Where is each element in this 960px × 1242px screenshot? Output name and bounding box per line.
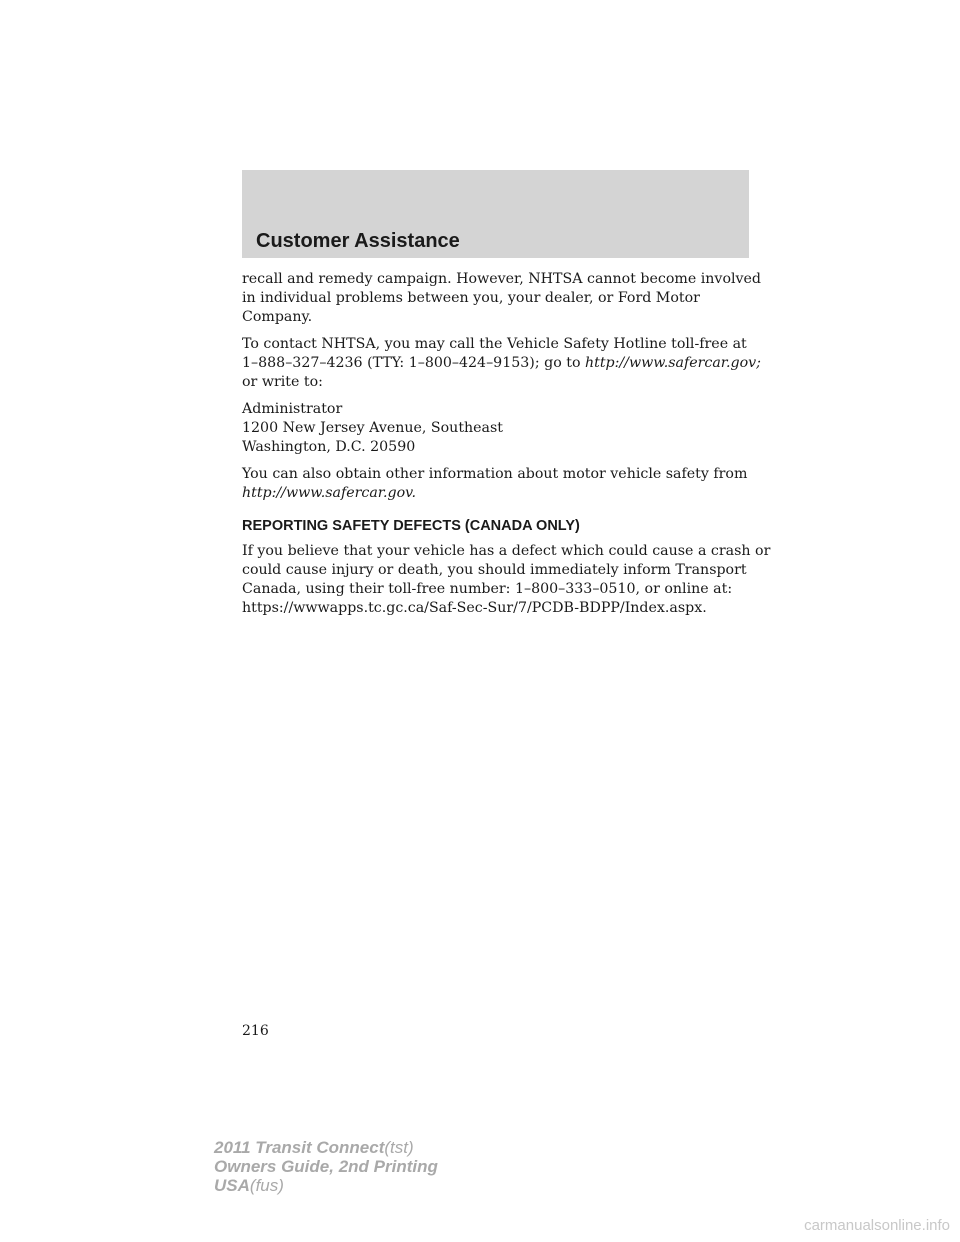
watermark: carmanualsonline.info (804, 1217, 950, 1234)
mailing-address (242, 400, 762, 457)
footer-market-code: (fus) (249, 1176, 284, 1195)
transport-canada-link[interactable]: https://wwwapps.tc.gc.ca/Saf-Sec-Sur/7/PCDB-BDPP/Index.aspx. (242, 600, 707, 616)
page-content (242, 270, 771, 626)
footer-line (214, 1138, 438, 1157)
footer-edition: Owners Guide, 2nd Printing (214, 1157, 438, 1176)
hotline-text: 1–888–327–4236 (TTY: 1–800–424–9153); go to (242, 355, 585, 371)
paragraph-recall (242, 270, 762, 327)
text-line: could cause injury or death, you should immediately inform Transport (242, 562, 747, 578)
paragraph-canada (242, 542, 771, 618)
paragraph-contact-nhtsa (242, 335, 762, 392)
text-line: recall and remedy campaign. However, NHTSA cannot become involved (242, 271, 762, 287)
print-footer (214, 1138, 438, 1195)
safercar-link[interactable]: http://www.safercar.gov. (242, 485, 416, 501)
address-line: 1200 New Jersey Avenue, Southeast (242, 420, 503, 436)
text-line: or write to: (242, 374, 323, 390)
footer-line (214, 1176, 438, 1195)
text-line: Company. (242, 309, 313, 325)
text-line: in individual problems between you, your dealer, or Ford Motor (242, 290, 700, 306)
footer-model: 2011 Transit Connect (214, 1138, 385, 1157)
text-line: You can also obtain other information about motor vehicle safety from (242, 466, 748, 482)
page-number: 216 (242, 1023, 269, 1039)
text-line (242, 354, 762, 373)
footer-market: USA (214, 1176, 250, 1195)
section-title: Customer Assistance (256, 230, 460, 252)
safercar-link[interactable]: http://www.safercar.gov; (585, 355, 761, 371)
paragraph-more-info (242, 465, 762, 503)
text-line: Canada, using their toll-free number: 1–800–333–0510, or online at: (242, 581, 733, 597)
footer-model-code: (tst) (384, 1138, 414, 1157)
address-line: Washington, D.C. 20590 (242, 439, 416, 455)
text-line: To contact NHTSA, you may call the Vehicle Safety Hotline toll-free at (242, 336, 747, 352)
text-line: If you believe that your vehicle has a defect which could cause a crash or (242, 543, 771, 559)
subheading-canada-defects: REPORTING SAFETY DEFECTS (CANADA ONLY) (242, 518, 580, 534)
address-line: Administrator (242, 401, 343, 417)
